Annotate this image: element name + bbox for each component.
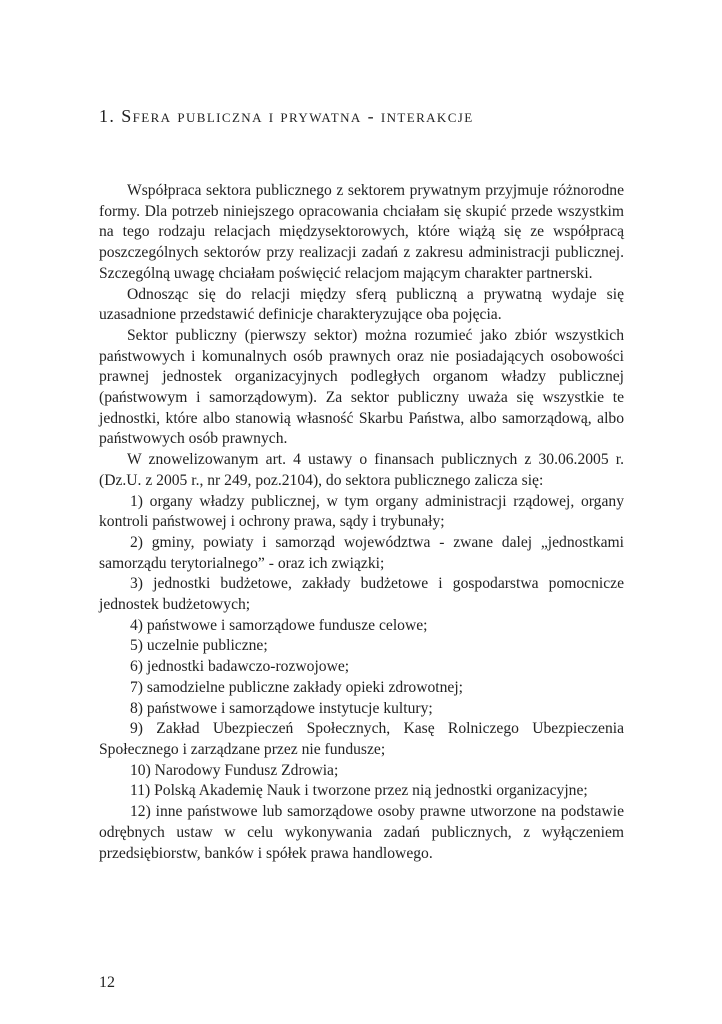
chapter-heading: 1. Sfera publiczna i prywatna - interakcje — [99, 106, 474, 126]
paragraph: Współpraca sektora publicznego z sektorem prywatnym przyjmuje różnorodne formy. Dla potrzeb niniejszego opracowania chciałam się skupić przede wszystkim na tego rodzaju relacjach międzysektorowych, które wiążą się ze współpracą poszczególnych sektorów przy realizacji zadań z zakresu administracji publicznej. Szczególną uwagę chciałam poświęcić relacjom mającym charakter partnerski. — [99, 182, 624, 282]
page-number: 12 — [99, 974, 115, 991]
list-item: 9) Zakład Ubezpieczeń Społecznych, Kasę Rolniczego Ubezpieczenia Społecznego i zarządzane przez nie fundusze; — [99, 720, 624, 758]
list-item: 5) uczelnie publiczne; — [130, 637, 268, 655]
list-item: 1) organy władzy publicznej, w tym organy administracji rządowej, organy kontroli państwowej i ochrony prawa, sądy i trybunały; — [99, 492, 624, 531]
list-item: 11) Polską Akademię Nauk i tworzone przez nią jednostki organizacyjne; — [130, 782, 588, 800]
list-item: 6) jednostki badawczo-rozwojowe; — [130, 658, 350, 676]
paragraph: Sektor publiczny (pierwszy sektor) można rozumieć jako zbiór wszystkich państwowych i komunalnych osób prawnych oraz nie posiadających osobowości prawnej jednostek organizacyjnych podległych organom władzy publicznej (państwowym i samorządowym). Za sektor publiczny uważa się wszystkie te jednostki, które albo stanowią własność Skarbu Państwa, albo samorządową, albo państwowych osób prawnych. — [99, 326, 624, 448]
body-text — [99, 181, 624, 864]
list-item: 8) państwowe i samorządowe instytucje kultury; — [130, 699, 433, 717]
list-item: 12) inne państwowe lub samorządowe osoby prawne utworzone na podstawie odrębnych ustaw w celu wykonywania zadań publicznych, z wyłączeniem przedsiębiorstw, banków i spółek prawa handlowego. — [99, 803, 624, 862]
list-item: 4) państwowe i samorządowe fundusze celowe; — [130, 616, 428, 634]
list-item: 10) Narodowy Fundusz Zdrowia; — [130, 761, 339, 779]
paragraph: Odnosząc się do relacji między sferą publiczną a prywatną wydaje się uzasadnione przedstawić definicje charakteryzujące oba pojęcia. — [99, 285, 624, 324]
paragraph: W znowelizowanym art. 4 ustawy o finansach publicznych z 30.06.2005 r. (Dz.U. z 2005 r., nr 249, poz.2104), do sektora publicznego zalicza się: — [99, 451, 624, 489]
list-item: 7) samodzielne publiczne zakłady opieki zdrowotnej; — [130, 678, 463, 696]
list-item: 3) jednostki budżetowe, zakłady budżetowe i gospodarstwa pomocnicze jednostek budżetowych; — [99, 575, 624, 614]
list-item: 2) gminy, powiaty i samorząd województwa - zwane dalej „jednostkami samorządu terytorialnego” - oraz ich związki; — [99, 533, 624, 572]
